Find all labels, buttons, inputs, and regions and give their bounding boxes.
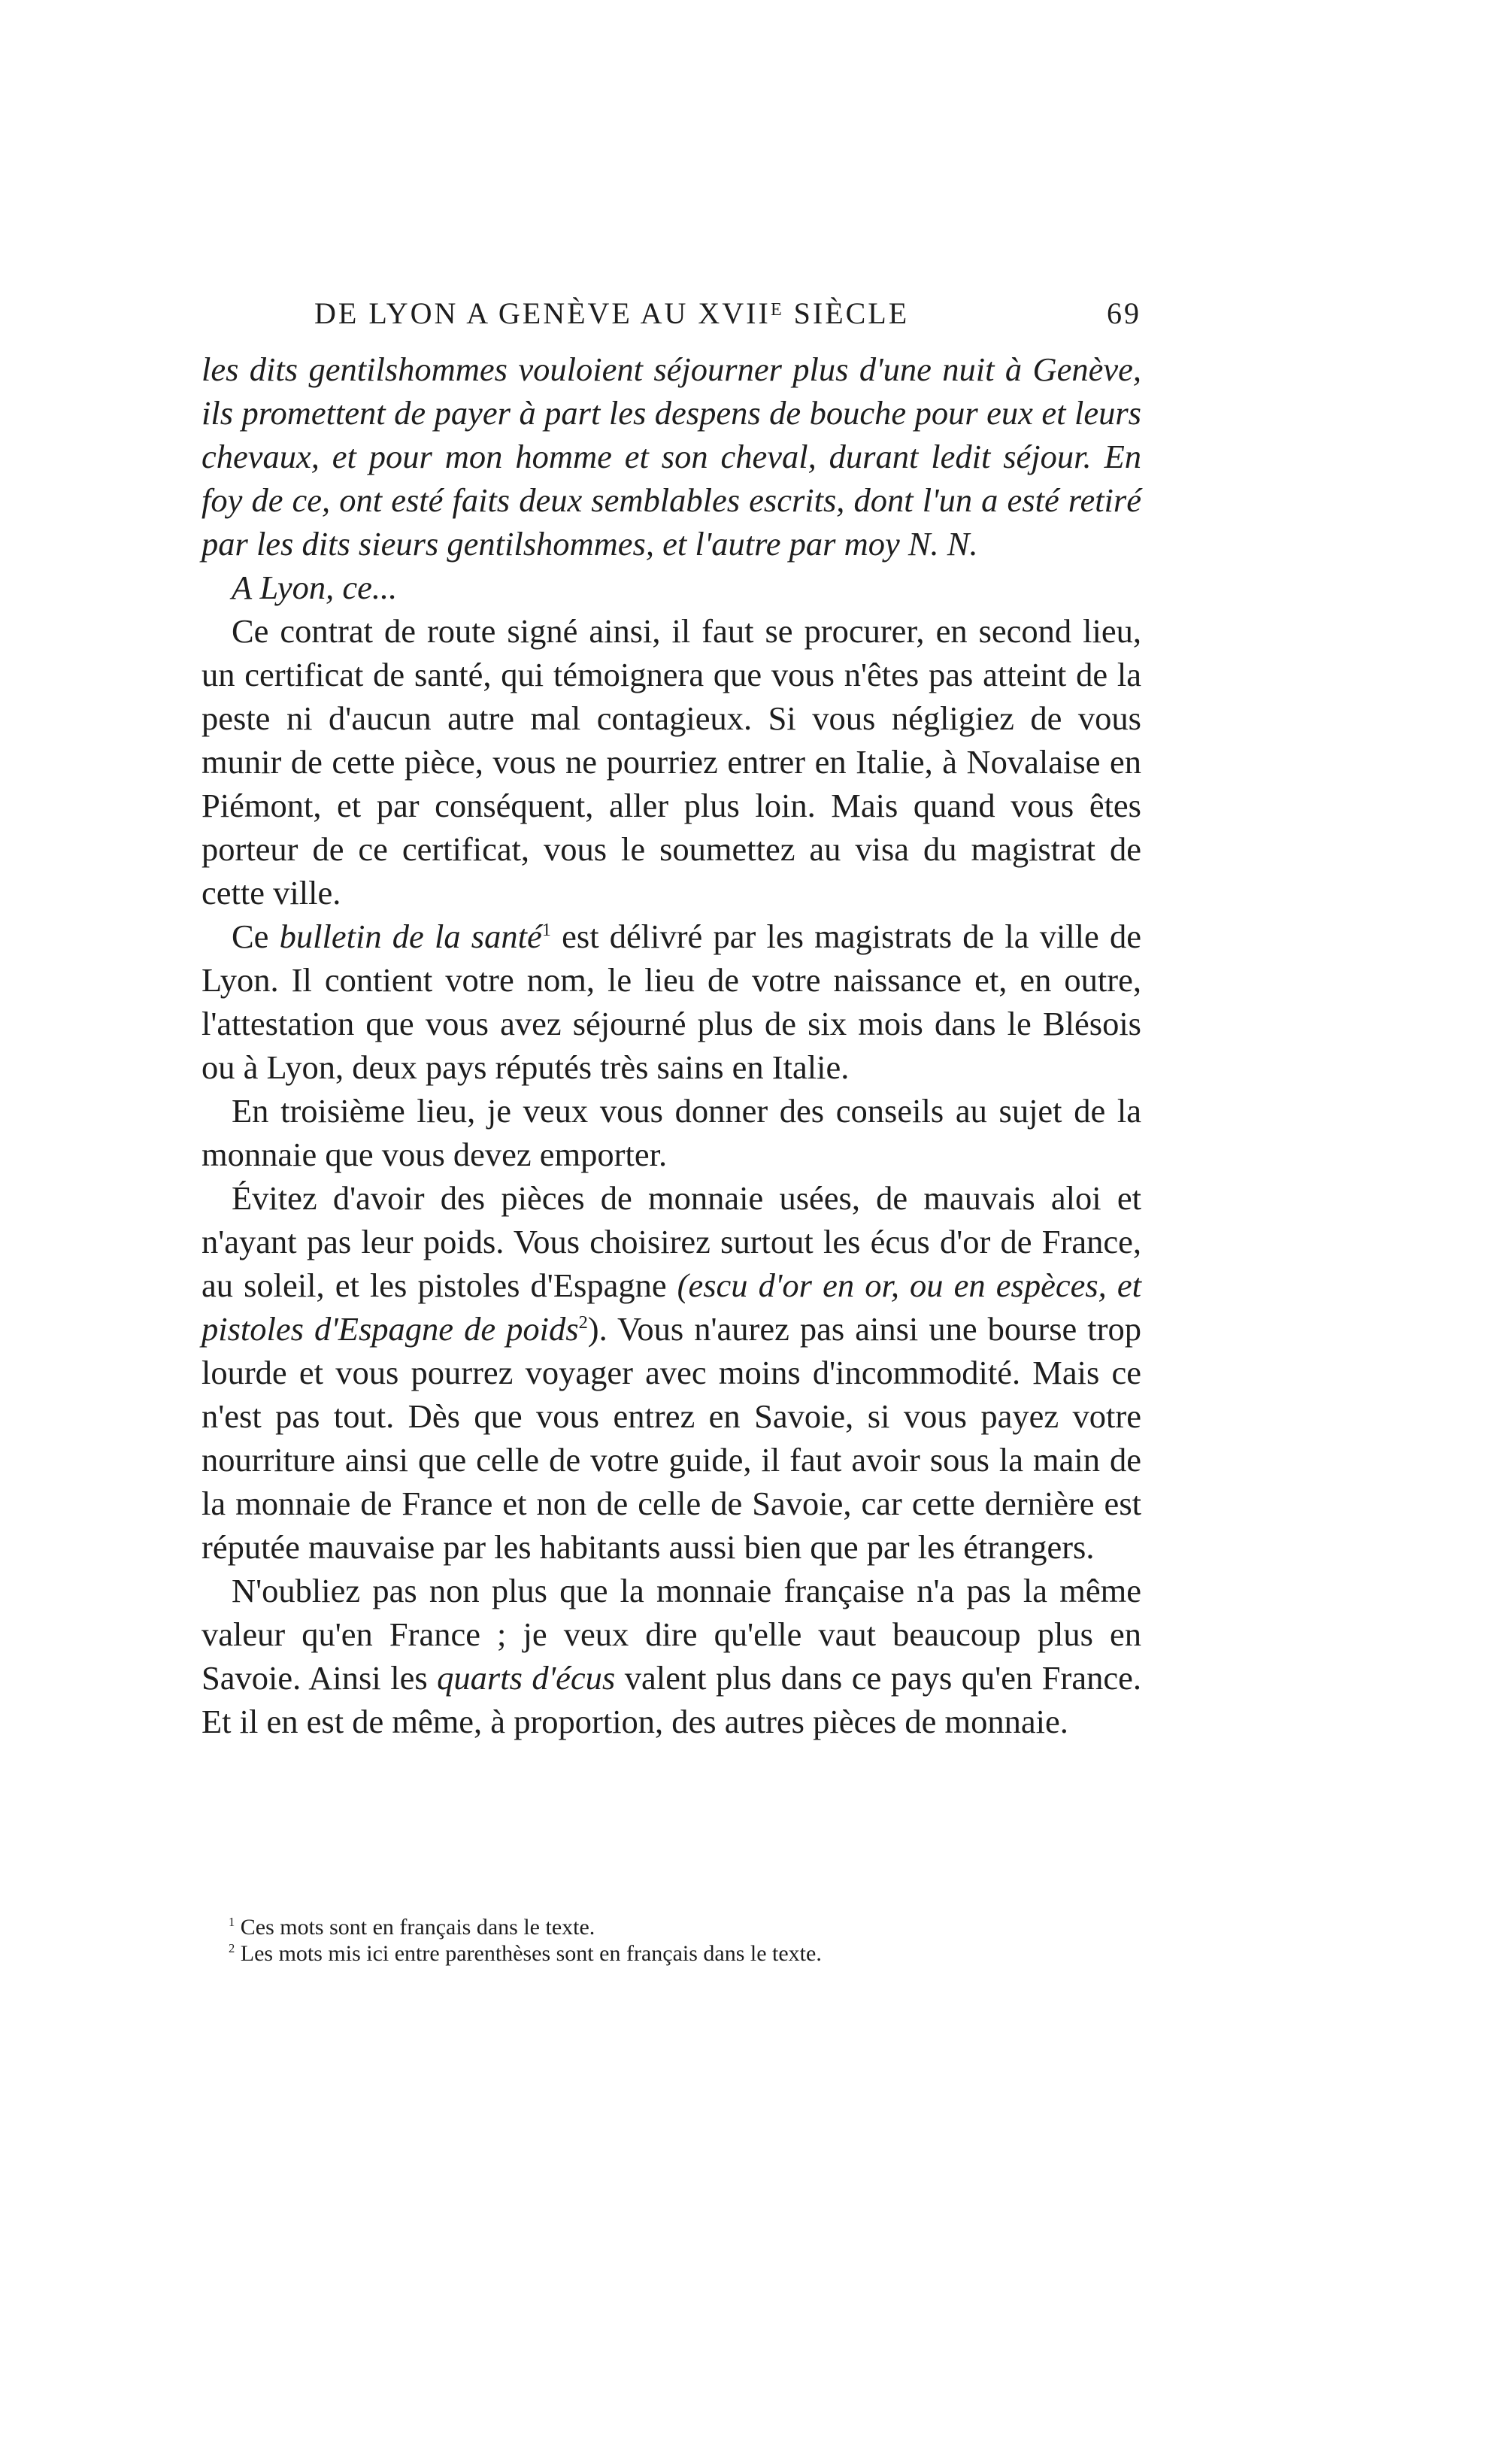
page-number: 69 [1107, 296, 1141, 330]
paragraph-coins: Évitez d'avoir des pièces de monnaie usées, de mauvais aloi et n'ayant pas leur poids. Vous choisirez surtout les écus d'or de France, au soleil, et les pistoles d'Espagne (escu d'or en or, ou en espèces, et pistoles d'Espagne de poids$^2$). Vous n'aurez pas ainsi une bourse trop lourde et vous pourrez voyager avec moins d'incommodité. Mais ce n'est pas tout. Dès que vous entrez en Savoie, si vous payez votre nourriture ainsi que celle de votre guide, il faut avoir sous la main de la monnaie de France et non de celle de Savoie, car cette dernière est réputée mauvaise par les habitants aussi bien que par les étrangers. [201, 1179, 1141, 1566]
paragraph-currency-value: N'oubliez pas non plus que la monnaie française n'a pas la même valeur qu'en France ; je veux dire qu'elle vaut beaucoup plus en Savoie. Ainsi les quarts d'écus valent plus dans ce pays qu'en France. Et il en est de même, à proportion, des autres pièces de monnaie. [201, 1572, 1141, 1740]
paragraph-money-advice: En troisième lieu, je veux vous donner des conseils au sujet de la monnaie que vous devez emporter. [201, 1092, 1141, 1173]
paragraph-signature-place: A Lyon, ce... [232, 569, 398, 606]
footnote-ref-2: 2 [578, 1312, 588, 1333]
body-text [201, 347, 1141, 1743]
footnote-1: $^1$ Ces mots sont en français dans le texte. [229, 1915, 595, 1940]
footnotes [201, 1914, 1141, 1967]
paragraph-health-bulletin: Ce bulletin de la santé$^1$ est délivré par les magistrats de la ville de Lyon. Il contient votre nom, le lieu de votre naissance et, en outre, l'attestation que vous avez séjourné plus de six mois dans le Blésois ou à Lyon, deux pays réputés très sains en Italie. [201, 918, 1141, 1086]
footnote-2: $^2$ Les mots mis ici entre parenthèses sont en français dans le texte. [229, 1941, 822, 1966]
paragraph-contract-end: les dits gentilshommes vouloient séjourner plus d'une nuit à Genève, ils promettent de payer à part les despens de bouche pour eux et leurs chevaux, et pour mon homme et son cheval, durant ledit séjour. En foy de ce, ont esté faits deux semblables escrits, dont l'un a esté retiré par les dits sieurs gentilshommes, et l'autre par moy N. N. [201, 350, 1141, 563]
running-header [201, 296, 1141, 338]
footnote-ref-1: 1 [541, 920, 551, 941]
running-title: DE LYON A GENÈVE AU XVIIᴱ SIÈCLE [314, 296, 910, 330]
paragraph-health-certificate: Ce contrat de route signé ainsi, il faut se procurer, en second lieu, un certificat de santé, qui témoignera que vous n'êtes pas atteint de la peste ni d'aucun autre mal contagieux. Si vous négligiez de vous munir de cette pièce, vous ne pourriez entrer en Italie, à Novalaise en Piémont, et par conséquent, aller plus loin. Mais quand vous êtes porteur de ce certificat, vous le soumettez au visa du magistrat de cette ville. [201, 612, 1141, 912]
